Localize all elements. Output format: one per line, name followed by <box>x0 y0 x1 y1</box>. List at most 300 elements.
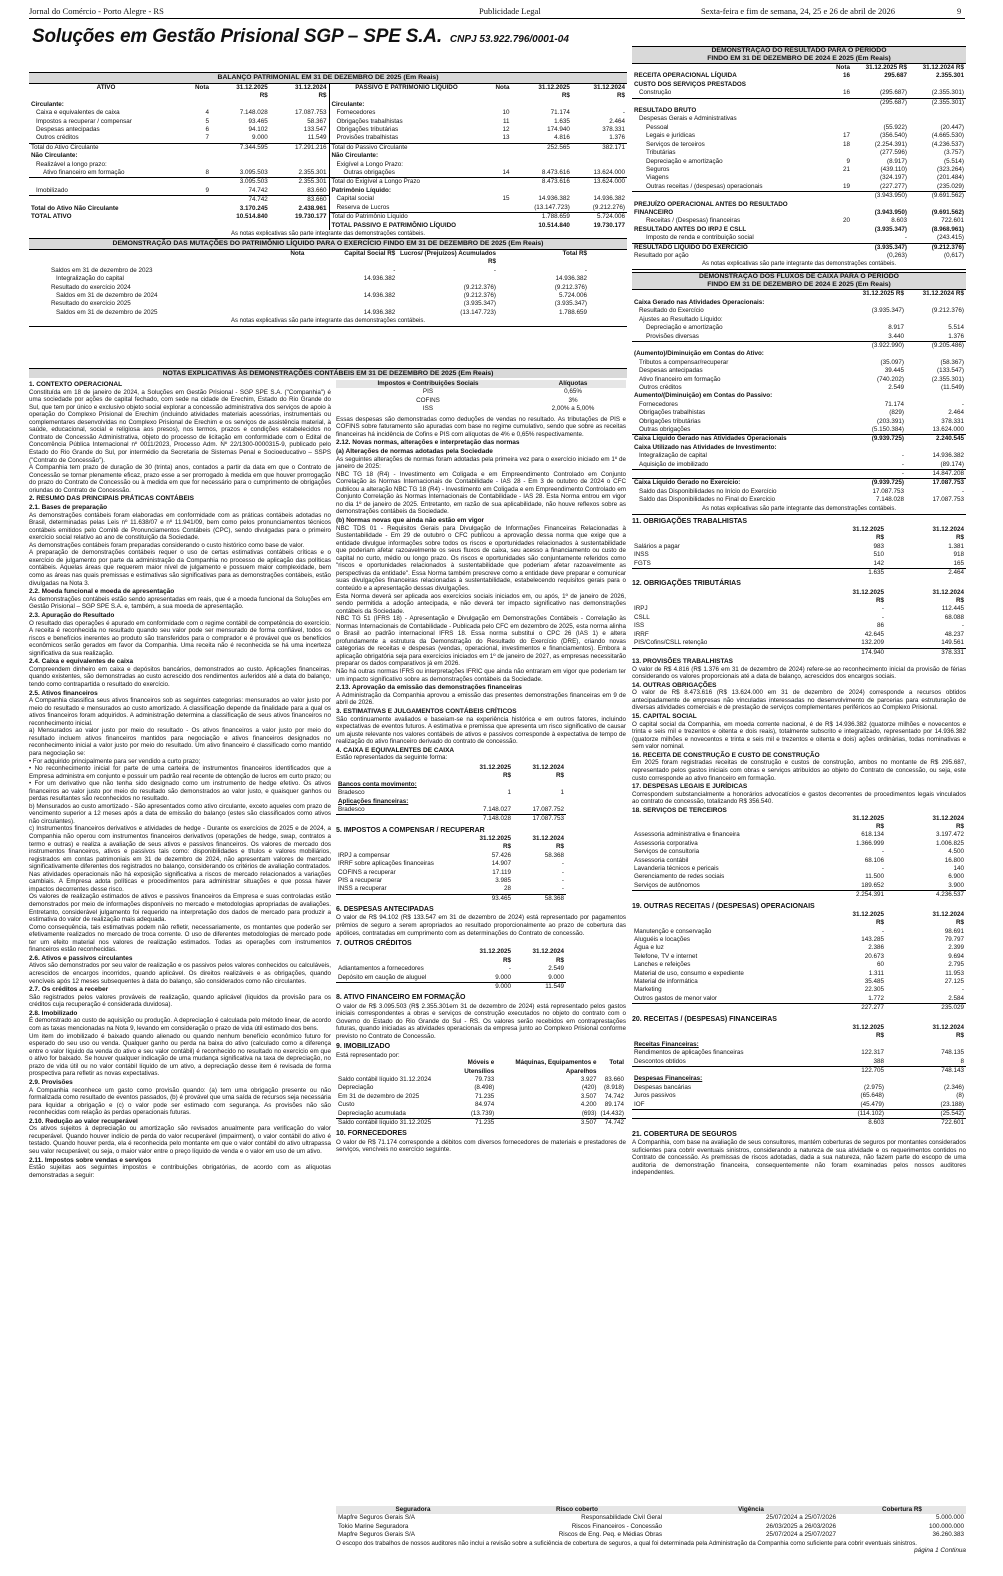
table-row <box>632 132 966 140</box>
table-cell: FGTS <box>634 559 651 567</box>
table-cell: Caixa Gerado nas Atividades Operacionais: <box>634 298 765 306</box>
table-cell: Circulante: <box>331 100 365 108</box>
company-name: Soluções em Gestão Prisional SGP – SPE S.A. <box>32 26 442 47</box>
table-cell <box>460 781 513 789</box>
note-paragraph: O valor de R$ 8.473.616 (R$ 13.624.000 em 31 de dezembro de 2024) corresponde a recursos obtidos antecipadamente de empresas não vinculadas interessadas no desenvolvimento de parcerias para estruturação de diversas atividades comerciais e de prestação de serviços complementares periféricos ao Complexo Prisional. <box>632 689 966 712</box>
table-cell: 14.936.382 <box>593 195 625 203</box>
table-row <box>336 798 566 806</box>
header-cell: Capital Social R$ <box>344 250 396 258</box>
table-cell <box>826 81 852 89</box>
table-cell: (8) <box>956 1092 964 1100</box>
table-cell: Provisões trabalhistas <box>336 134 399 142</box>
table-cell: 2.355.301 <box>935 72 964 80</box>
note-heading: 2.11. Impostos sobre vendas e serviços <box>29 1156 152 1164</box>
table-cell: (3.757) <box>944 149 964 157</box>
note21-title: 21. COBERTURA DE SEGUROS <box>632 1130 737 1138</box>
table-cell: 748.135 <box>941 1049 964 1057</box>
table-cell: R$ <box>955 1032 964 1040</box>
table-cell: Saldos em 31 de dezembro de 2025 <box>56 308 158 316</box>
table-row <box>632 1066 966 1075</box>
table-row <box>632 543 966 551</box>
table-cell: Despesas Financeiras: <box>634 1075 703 1083</box>
table-cell: 7 <box>205 134 209 142</box>
note-paragraph: Não há outras normas IFRS ou interpretações IFRIC que ainda não entraram em vigor que poderiam ter um impacto significativo sobre as demonstrações contábeis da Sociedade. <box>336 668 626 683</box>
table-cell <box>484 152 512 160</box>
table-cell: 16.800 <box>944 856 964 864</box>
tax-recoverable-table <box>336 835 566 903</box>
table-cell: Adiantamentos a fornecedores <box>338 965 424 973</box>
table-cell: - <box>881 848 884 856</box>
table-cell: Água e luz <box>634 944 664 952</box>
table-cell <box>336 894 460 903</box>
table-cell: 140 <box>953 864 964 872</box>
table-cell: 5.000.000 <box>935 1514 964 1522</box>
table-cell: (9.212.276) <box>592 203 625 211</box>
table-cell: (9.212.376) <box>463 283 497 291</box>
table-row <box>632 107 966 115</box>
header-cell <box>336 835 460 843</box>
table-cell <box>336 843 460 851</box>
table-cell: 83.660 <box>270 196 329 205</box>
notes-title: NOTAS EXPLICATIVAS ÀS DEMONSTRAÇÕES CONTÁBEIS EM 31 DE DEZEMBRO DE 2025 (Em Reais) <box>29 368 627 378</box>
table-row <box>632 944 966 952</box>
table-row <box>632 986 966 994</box>
table-cell <box>273 275 306 283</box>
table-cell: (14.432) <box>600 1109 624 1117</box>
table-cell <box>484 101 512 109</box>
other-credits-table <box>336 948 566 991</box>
table-cell: R$ <box>502 772 511 780</box>
note-heading: 2.1. Bases de preparação <box>29 503 108 511</box>
table-cell: Despesas Gerais e Administrativas <box>639 115 737 123</box>
table-cell: (3.922.990) <box>846 341 906 350</box>
note-paragraph: Um item do imobilizado é baixado quando alienado ou quando nenhum benefício econômico futuro for esperado do seu uso ou venda. Qualquer ganho ou perda na baixa do ativo (calculado como a diferença entre o valor líquido da venda do ativo e seu valor contábil) é reconhecido no resultado no exercício em que o ativo for baixado. Se houver qualquer indicação de uma mudança significativa na taxa de depreciação, no prazo de vida útil ou no valor contábil líquido de um ativo, a depreciação desse item é revisada de forma prospectiva para refletir as novas expectativas. <box>29 1032 331 1078</box>
table-cell: 2.355.301 <box>298 169 327 177</box>
table-cell: 48.237 <box>944 630 964 638</box>
table-cell: Outras obrigações <box>343 169 395 177</box>
header-cell: 31.12.2024 <box>532 763 564 771</box>
table-row <box>330 169 628 178</box>
table-cell: 9.000 <box>460 983 513 992</box>
table-cell <box>909 115 966 123</box>
table-cell: 2.584 <box>948 994 964 1002</box>
notes-column-2 <box>336 380 626 1575</box>
table-row <box>632 1004 966 1013</box>
note-paragraph: A Administração da Companhia aprovou a emissão das presentes demonstrações financeiras em 9 de abril de 2026. <box>336 691 626 707</box>
table-cell: Lanches e refeições <box>634 961 691 969</box>
table-cell <box>183 196 211 205</box>
table-cell: 510 <box>873 551 884 559</box>
table-cell <box>183 213 211 221</box>
table-row <box>632 1041 966 1049</box>
header-cell: Nota <box>495 84 510 92</box>
table-row <box>632 569 966 578</box>
note6-title: 6. DESPESAS ANTECIPADAS <box>336 906 434 914</box>
table-cell: 2.399 <box>948 944 964 952</box>
table-cell: IRPJ a compensar <box>338 851 390 859</box>
note-heading: 2.13. Aprovação da emissão das demonstrações financeiras <box>336 684 522 692</box>
table-cell: (3.935.347) <box>554 300 587 308</box>
table-cell: COFINS a recuperar <box>338 868 396 876</box>
table-cell: 3.985 <box>495 877 511 885</box>
note-heading: 2.4. Caixa e equivalentes de caixa <box>29 658 134 666</box>
tax-obligations-table <box>632 589 966 657</box>
table-cell: 382.171 <box>572 143 627 152</box>
header-cell <box>632 589 806 597</box>
table-cell: 4.816 <box>554 134 570 142</box>
table-row <box>29 178 329 187</box>
table-cell: 8 <box>960 1057 964 1065</box>
table-cell: Ativo financeiro em formação <box>43 169 125 177</box>
table-row <box>49 309 589 317</box>
cashflow-title-2: FINDO EM 31 DE DEZEMBRO DE 2024 E 2025 (Em Reais) <box>707 281 891 289</box>
table-cell: (2.975) <box>864 1083 884 1091</box>
table-cell: Integralização do capital <box>56 275 124 283</box>
table-cell <box>273 309 306 317</box>
note-heading: 2.10. Redução ao valor recuperável <box>29 1117 138 1125</box>
header-cell: 31.12.2024 R$ <box>922 290 964 298</box>
table-row <box>632 98 966 107</box>
table-cell <box>211 101 270 109</box>
table-cell: Responsabilidade Civil Geral <box>581 1514 662 1522</box>
equity-changes-statement <box>29 238 627 366</box>
balance-sheet-title: BALANÇO PATRIMONIAL EM 31 DE DEZEMBRO DE 2025 (Em Reais) <box>29 72 627 84</box>
table-cell: 6.900 <box>948 873 964 881</box>
table-cell: (295.687) <box>880 89 907 97</box>
table-cell: 3.440 <box>888 332 904 340</box>
table-cell: Construção <box>639 89 672 97</box>
header-cell: Total <box>609 1059 624 1067</box>
table-cell: 1.788.659 <box>512 213 572 222</box>
table-cell <box>632 823 806 831</box>
table-cell: R$ <box>875 919 884 927</box>
table-cell: Tributos a compensar/recuperar <box>639 358 729 366</box>
table-row <box>336 877 566 885</box>
table-cell: 13.624.000 <box>932 425 964 433</box>
table-unit-row <box>29 92 329 100</box>
income-statement-title <box>632 46 966 64</box>
table-cell: 17.119 <box>492 868 511 876</box>
table-cell: 1.376 <box>948 332 964 340</box>
note-heading: 14. OUTRAS OBRIGAÇÕES <box>632 681 717 689</box>
table-unit-row <box>632 597 966 605</box>
table-row <box>29 169 329 178</box>
table-row <box>632 333 966 342</box>
table-cell: 93.465 <box>460 894 513 903</box>
table-cell <box>852 81 909 89</box>
table-cell <box>632 1066 806 1075</box>
header-cell: 31.12.2024 <box>593 84 625 92</box>
table-cell <box>512 101 572 109</box>
table-cell: Depreciação e amortização <box>646 157 723 165</box>
table-row <box>632 307 966 315</box>
table-cell: Outros gastos de menor valor <box>634 994 717 1002</box>
table-row <box>336 397 626 405</box>
table-cell: 28 <box>503 885 511 893</box>
header-cell <box>632 526 806 534</box>
table-row <box>632 1049 966 1057</box>
header-cell: Máquinas, Equipamentos e Aparelhos <box>515 1059 597 1075</box>
table-cell: Ajustes ao Resultado Líquido: <box>639 315 723 323</box>
table-cell: Caixa e equivalentes de caixa <box>36 109 120 117</box>
table-cell <box>632 192 826 201</box>
table-header-row <box>336 1059 626 1076</box>
header-cell: 31.12.2024 <box>532 948 564 956</box>
table-cell: Resultado do Exercício <box>639 307 704 315</box>
table-row <box>632 350 966 358</box>
table-cell <box>906 299 966 307</box>
header-cell: Impostos e Contribuições Sociais <box>377 380 479 387</box>
note-paragraph: É demonstrado ao custo de aquisição ou produção. A depreciação é calculada pelo método linear, de acordo com as taxas mencionadas na Nota 9, levando em consideração o prazo de vida útil estimado dos bens. <box>29 1017 331 1033</box>
table-cell: 983 <box>873 542 884 550</box>
header-cell: 31.12.2024 R$ <box>922 64 964 72</box>
table-row <box>29 196 329 205</box>
table-cell: 5.724.006 <box>558 292 587 300</box>
table-cell: 19.730.177 <box>294 213 327 221</box>
table-cell: 7.344.595 <box>211 143 270 152</box>
table-unit-row <box>632 919 966 927</box>
labor-obligations-table <box>632 526 966 577</box>
table-cell <box>397 275 498 283</box>
table-cell: Tributárias <box>646 149 676 157</box>
note20-title: 20. RECEITAS / (DESPESAS) FINANCEIRAS <box>632 1015 777 1023</box>
table-cell <box>826 192 852 201</box>
table-cell: 14.936.382 <box>363 275 396 283</box>
table-cell: 2.438.961 <box>298 204 327 212</box>
table-row <box>632 865 966 873</box>
table-cell: 17.087.753 <box>294 109 327 117</box>
equity-changes-note: As notas explicativas são parte integrante das demonstrações contábeis. <box>29 317 627 327</box>
table-cell <box>183 178 211 187</box>
table-cell: 9 <box>846 157 850 165</box>
table-cell: R$ <box>875 1032 884 1040</box>
header-cell: Nota <box>290 250 305 258</box>
table-cell: Riscos Financeiros - Concessão <box>571 1522 662 1530</box>
table-cell <box>632 1110 806 1119</box>
table-cell: 1.635 <box>554 117 570 125</box>
cashflow-title <box>632 272 966 290</box>
table-header-row <box>336 948 566 956</box>
table-cell: Manutenção e conservação <box>634 927 712 935</box>
note-paragraph: Esta Norma deverá ser aplicada aos exercícios sociais iniciados em, ou após, 1º de janeiro de 2026, sendo permitida a adoção antecipada, e não deverá ter impacto significativo nas demonstrações contábeis da Sociedade. <box>336 592 626 615</box>
table-row <box>336 852 566 860</box>
table-row <box>632 1119 966 1128</box>
table-cell: Aquisição de imobilizado <box>639 460 709 468</box>
table-cell: 4.236.537 <box>886 891 966 900</box>
table-cell: 14.936.382 <box>932 452 964 460</box>
table-row <box>29 109 329 117</box>
table-cell: Material de uso, consumo e expediente <box>634 969 744 977</box>
table-cell: 12 <box>502 126 510 134</box>
table-cell <box>826 107 852 115</box>
table-cell: Receitas Financeiras: <box>634 1040 699 1048</box>
header-cell: 31.12.2025 <box>852 1023 884 1031</box>
table-cell <box>183 92 211 100</box>
table-cell: - <box>622 109 625 117</box>
table-cell: 19.730.177 <box>593 221 625 229</box>
table-row <box>632 631 966 639</box>
note-heading: 2.7. Os créditos a receber <box>29 986 109 994</box>
table-row <box>330 195 628 203</box>
table-cell: 2.549 <box>548 965 564 973</box>
header-cell: 31.12.2025 <box>479 948 511 956</box>
table-cell: Viagens <box>646 174 669 182</box>
table-cell <box>852 115 909 123</box>
table-cell: 1 <box>560 789 564 797</box>
table-cell: - <box>508 965 511 973</box>
table-cell: 11 <box>502 117 510 125</box>
note9-title: 9. IMOBILIZADO <box>336 1043 391 1051</box>
table-cell: - <box>561 868 564 876</box>
note-paragraph: b) Mensurados ao custo amortizado - São apresentados como ativo circulante, exceto aqueles com prazo de vencimento superior a 12 meses após a data de emissão do balanço (estes são classificados como ativos não circulantes). <box>29 802 331 825</box>
table-cell: 7.148.028 <box>875 496 904 504</box>
table-row <box>49 275 589 283</box>
balance-note: As notas explicativas são parte integrante das demonstrações contábeis. <box>29 230 627 236</box>
table-cell <box>632 1004 806 1013</box>
table-cell: - <box>561 860 564 868</box>
table-row <box>336 1093 626 1101</box>
table-row <box>336 894 566 903</box>
table-cell: Serviços de autônomos <box>634 881 700 889</box>
note-heading: 3. ESTIMATIVAS E JULGAMENTOS CONTÁBEIS CRÍTICOS <box>336 707 517 715</box>
table-cell: 4.500 <box>948 848 964 856</box>
table-cell: 5 <box>205 117 209 125</box>
table-cell <box>270 161 329 169</box>
table-cell <box>826 209 852 217</box>
table-row <box>330 152 628 160</box>
note-heading: 2.3. Apuração do Resultado <box>29 611 115 619</box>
table-cell: Despesas bancárias <box>634 1083 692 1091</box>
note-paragraph: As demonstrações contábeis foram elaboradas em conformidade com as práticas contábeis adotadas no Brasil, determinadas pelas Leis nº 11.638/07 e nº 11.941/09, bem como pelos pronunciamentos técnicos contábeis emitidos pelo Comitê de Pronunciamentos Contábeis (CPC), sendo divulgadas para o primeiro exercício social relativo ao ano de constituição da Sociedade. <box>29 511 331 542</box>
header-cell <box>632 911 806 919</box>
table-cell: 2.254.391 <box>806 891 886 900</box>
note-heading: 16. RECEITA DE CONSTRUÇÃO E CUSTO DE CONSTRUÇÃO <box>632 751 820 759</box>
table-cell <box>632 891 806 900</box>
table-cell: 71.235 <box>475 1092 495 1100</box>
table-cell: 9.000 <box>251 134 268 142</box>
table-row <box>330 118 628 126</box>
table-cell <box>572 187 627 195</box>
table-cell: 1.788.659 <box>558 308 587 316</box>
table-cell: Outros créditos <box>36 134 79 142</box>
table-cell: 388 <box>873 1057 884 1065</box>
note8-text: O valor de R$ 3.095.503 (R$ 2.355.301em 31 de dezembro de 2024) está representado pelos gastos iniciais correspondentes a obras e serviços de construção executados no objeto do contrato com o Governo do Estado do Rio Grande do Sul - RS. Os valores serão recebidos em contraprestações futuras, quando iniciadas as atividades operacionais da empresa junto ao Complexo Prisional conforme previsto no Contrato de Concessão. <box>336 1002 626 1040</box>
table-cell <box>484 178 512 187</box>
note10-text: O valor de R$ 71.174 corresponde a débitos com diversos fornecedores de materiais e prestadores de serviços, vencíveis no exercício seguinte. <box>336 1138 626 1154</box>
table-cell <box>484 213 512 222</box>
table-cell <box>29 178 183 187</box>
note-paragraph: Os ativos sujeitos à depreciação ou amortização são revisados anualmente para verificação do valor recuperável. Quando houver indício de perda do valor recuperável (impairment), o valor contábil do ativo é testado. Quando houver perda, ela é reconhecida pelo montante em que o valor contábil do ativo ultrapassa seu valor recuperável; ou seja, o maior valor entre o preço líquido de venda e o valor em uso de um ativo. <box>29 1125 331 1155</box>
table-cell: (8.498) <box>474 1084 495 1092</box>
table-row <box>632 201 966 209</box>
table-cell <box>852 201 909 209</box>
equity-changes-table <box>49 250 589 317</box>
table-cell: 1.381 <box>948 542 964 550</box>
table-row <box>632 226 966 234</box>
table-cell: 39.445 <box>884 367 904 375</box>
table-cell: 20 <box>842 217 850 225</box>
table-cell: 4.200 <box>580 1101 597 1109</box>
table-cell: - <box>493 266 497 274</box>
table-cell: (9.212.376) <box>909 243 966 252</box>
table-cell: R$ <box>955 597 964 605</box>
table-cell: 21 <box>842 165 850 173</box>
table-cell <box>846 316 906 324</box>
table-cell: Depreciação e amortização <box>646 324 723 332</box>
table-cell: Salários a pagar <box>634 542 680 550</box>
table-cell: 174.940 <box>806 648 886 657</box>
table-cell <box>632 470 846 479</box>
other-operating-table <box>632 911 966 1013</box>
table-cell: (8.917) <box>887 157 907 165</box>
table-header-row <box>632 911 966 919</box>
table-row <box>49 292 589 300</box>
table-cell <box>183 143 211 152</box>
table-cell: 0,65% <box>564 388 582 396</box>
table-row <box>632 376 966 384</box>
table-cell <box>211 161 270 169</box>
table-cell: 2.240.545 <box>906 435 966 444</box>
table-cell: 17.087.753 <box>513 815 566 824</box>
header-cell: 31.12.2025 <box>236 84 268 92</box>
table-cell: - <box>961 622 964 630</box>
table-cell: Juros passivos <box>634 1092 676 1100</box>
table-cell: (9.212.376) <box>931 307 964 315</box>
table-row <box>336 974 566 983</box>
table-cell: Caixa Utilizado nas Atividades de Investimento: <box>634 443 777 451</box>
table-cell: R$ <box>955 919 964 927</box>
table-cell <box>572 161 627 169</box>
table-cell <box>270 101 329 109</box>
table-cell: 89.174 <box>604 1101 624 1109</box>
note-paragraph: As seguintes alterações de normas foram adotadas pela primeira vez para o exercício iniciado em 1º de janeiro de 2025: <box>336 455 626 471</box>
table-row <box>632 166 966 174</box>
table-cell: 79.733 <box>475 1076 495 1083</box>
table-row <box>632 299 966 307</box>
note-paragraph: Estão representados da seguinte forma: <box>336 754 448 762</box>
table-header-row <box>330 84 628 92</box>
right-column <box>632 46 966 1576</box>
table-cell: - <box>961 487 964 495</box>
table-row <box>29 213 329 221</box>
table-header-row <box>632 290 966 298</box>
table-cell: Realizável a longo prazo: <box>36 160 107 168</box>
table-cell: 10.514.840 <box>538 221 570 229</box>
table-cell: - <box>904 234 907 242</box>
table-header-row <box>336 1506 966 1514</box>
table-cell: 8.603 <box>891 217 907 225</box>
table-cell: 58.368 <box>544 851 564 859</box>
table-cell: 11.500 <box>865 873 884 881</box>
table-cell: Saldo das Disponibilidades no Início do Exercício <box>639 487 777 495</box>
table-cell: 14.936.382 <box>538 195 570 203</box>
table-cell: 74.742 <box>248 186 268 194</box>
table-cell: Material de informática <box>634 978 698 986</box>
table-cell: R$ <box>875 597 884 605</box>
table-cell: (3.943.950) <box>874 208 907 216</box>
table-cell: Saldos em 31 de dezembro de 2024 <box>56 292 158 300</box>
note-paragraph: Essas despesas são demonstradas como deduções de vendas no resultado. As tributações de PIS e COFINS sobre faturamento são apuradas com base no regime cumulativo, sendo que sobre as receitas financeiras há incidência de Cofins e PIS com alíquotas de 4% e 0,65% respectivamente. <box>336 415 626 438</box>
table-cell: Saldo contábil líquido 31.12.2024 <box>338 1076 432 1083</box>
table-cell: Mapfre Seguros Gerais S/A <box>338 1514 415 1522</box>
insurance-section <box>336 1506 966 1566</box>
table-cell: 8 <box>205 169 209 177</box>
table-cell: 68.106 <box>864 856 884 864</box>
header-cell: PASSIVO E PATRIMÔNIO LÍQUIDO <box>355 84 458 92</box>
table-cell: 2,00% a 5,00% <box>551 405 595 413</box>
table-row <box>632 1075 966 1083</box>
table-header-row <box>336 380 626 388</box>
